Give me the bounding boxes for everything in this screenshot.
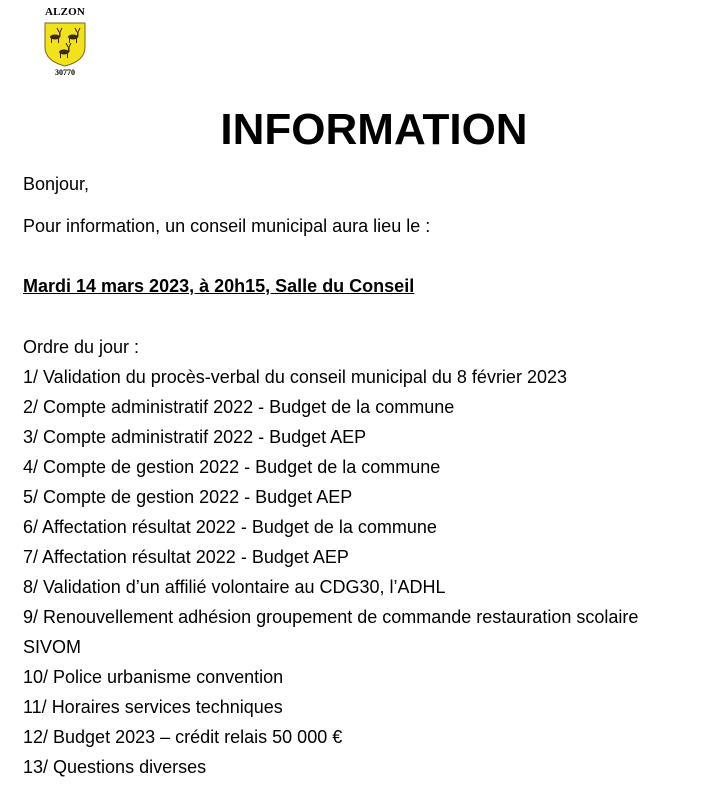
page-title: INFORMATION	[220, 105, 528, 154]
logo-postcode: 30770	[55, 68, 75, 77]
agenda-item: 10/ Police urbanisme convention	[23, 667, 284, 687]
agenda-item: 8/ Validation d’un affilié volontaire au CDG30, l’ADHL	[23, 577, 446, 597]
agenda-item: 2/ Compte administratif 2022 - Budget de la commune	[23, 397, 455, 417]
agenda-item: 3/ Compte administratif 2022 - Budget AEP	[23, 427, 367, 447]
agenda-item: 4/ Compte de gestion 2022 - Budget de la commune	[23, 457, 441, 477]
shield-icon	[43, 21, 87, 67]
agenda-item: 6/ Affectation résultat 2022 - Budget de la commune	[23, 517, 437, 537]
agenda-item: 9/ Renouvellement adhésion groupement de commande restauration scolaire	[23, 607, 639, 627]
logo-town-name: ALZON	[44, 6, 86, 18]
greeting-text: Bonjour,	[23, 174, 90, 194]
agenda-heading: Ordre du jour :	[23, 337, 140, 357]
agenda-item: 13/ Questions diverses	[23, 757, 207, 777]
intro-text: Pour information, un conseil municipal aura lieu le :	[23, 216, 431, 236]
alzon-coat-of-arms-logo	[40, 6, 90, 82]
agenda-item: 1/ Validation du procès-verbal du conseil municipal du 8 février 2023	[23, 367, 567, 387]
agenda-item: 12/ Budget 2023 – crédit relais 50 000 €	[23, 727, 343, 747]
agenda-item-continuation: SIVOM	[23, 637, 82, 657]
agenda-item: 11/ Horaires services techniques	[23, 697, 283, 717]
meeting-date-text: Mardi 14 mars 2023, à 20h15, Salle du Conseil	[23, 276, 415, 296]
agenda-item: 5/ Compte de gestion 2022 - Budget AEP	[23, 487, 353, 507]
agenda-item: 7/ Affectation résultat 2022 - Budget AEP	[23, 547, 349, 567]
